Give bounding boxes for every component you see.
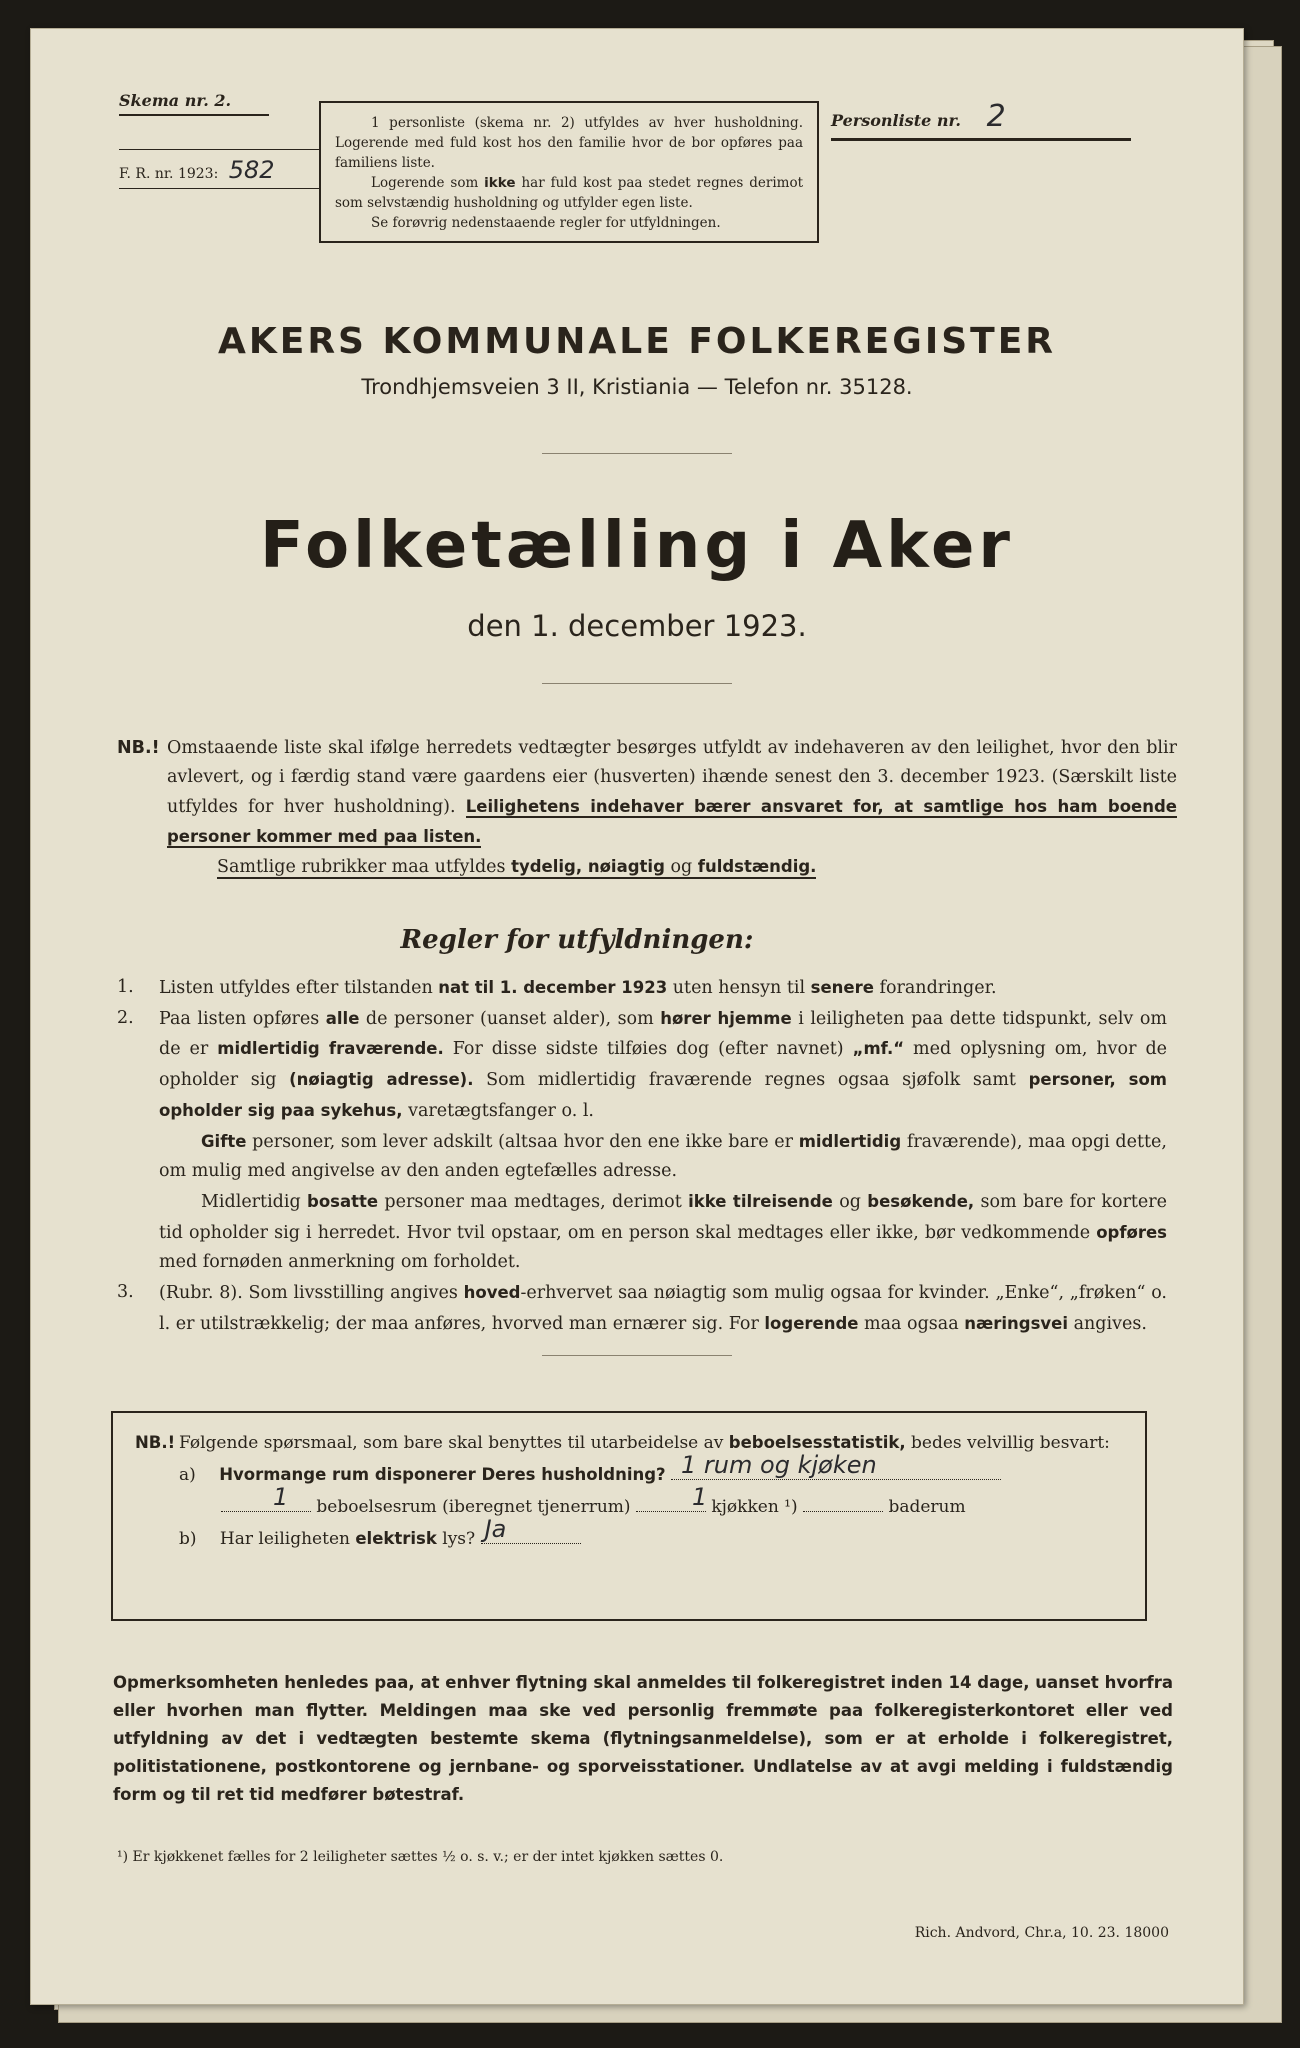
fr-number [119,156,349,184]
bath-label: baderum [888,1497,966,1517]
fill-instruction: Samtlige rubrikker maa utfyldes tydelig, nøiagtig og fuldstændig. [217,857,817,877]
info-paragraph: 1 personliste (skema nr. 2) utfyldes av hver husholdning. Logerende med fuld kost hos den familie hvor de bor opføres paa familiens liste. [335,115,803,171]
room-counts [135,1483,1123,1523]
org-title: AKERS KOMMUNALE FOLKEREGISTER [217,321,1057,362]
fr-value: 582 [228,156,275,184]
census-date: den 1. december 1923. [467,609,807,643]
info-paragraph: Logerende som ikke har fuld kost paa stedet regnes derimot som selvstændig husholdning og utfylder egen liste. [335,175,804,211]
divider [542,453,732,454]
footnote: ¹) Er kjøkkenet fælles for 2 leiligheter sættes ½ o. s. v.; er der intet kjøkken sættes 0. [117,1849,724,1865]
rooms-label: beboelsesrum (iberegnet tjenerrum) [316,1497,631,1517]
header-left [119,91,349,189]
kitchen-value: 1 [691,1483,708,1511]
electric-answer: Ja [484,1515,507,1543]
skema-number: Skema nr. 2. [119,91,269,116]
divider [542,1355,732,1356]
rooms-field[interactable] [221,1483,311,1512]
rule-paragraph: Midlertidig bosatte personer maa medtages, derimot ikke tilreisende og besøkende, som bare for kortere tid opholder sig i herredet. Hvor tvil opstaar, om en person skal medtages eller ikke, bør vedkommende opføres med fornøden anmerkning om forholdet. [159,1191,1167,1273]
handwritten-answer: 1 rum og kjøken [681,1451,877,1479]
info-paragraph: Se forøvrig nedenstaaende regler for utfyldningen. [371,215,721,231]
responsibility-note: Leilighetens indehaver bærer ansvaret for, at samtlige hos ham boende personer kommer med paa listen. [167,797,1177,846]
bath-field[interactable] [803,1491,883,1512]
housing-intro: NB.! Følgende spørsmaal, som bare skal benyttes til utarbeidelse av beboelsesstatistik, bedes velvillig besvart: [135,1433,1110,1453]
rooms-value: 1 [273,1483,289,1511]
personliste-label: Personliste nr. [831,111,961,130]
housing-questions-box [111,1411,1147,1621]
nb-text: Omstaaende liste skal ifølge herredets vedtægter besørges utfyldt av indehaveren av den leilighet, hvor den blir avlevert, og i færdig stand være gaardens eier (husverten) ihænde senest den 3. december 1923. (Særskilt liste utfyldes for hver husholdning). Leilighetens indehaver bærer ansvaret for, at samtlige hos ham boende personer kommer med paa listen. Samtlige rubrikker maa utfyldes tydelig, nøiagtig og fuldstændig. [167,738,1177,877]
rules-list [117,973,1167,1339]
census-form-page [30,28,1244,2005]
org-address: Trondhjemsveien 3 II, Kristiania — Telefon nr. 35128. [361,375,913,399]
rule-item: 3. (Rubr. 8). Som livsstilling angives hoved-erhvervet saa nøiagtig som mulig ogsaa for kvinder. „Enke“, „frøken“ o. l. er utilstrækkelig; der maa anføres, hvorved man ernærer sig. For logerende maa ogsaa næringsvei angives. [117,1282,1167,1334]
rule-paragraph: Gifte personer, som lever adskilt (altsaa hvor den ene ikke bare er midlertidig fraværende), maa opgi dette, om mulig med angivelse av den anden egtefælles adresse. [159,1131,1167,1182]
kitchen-label: kjøkken ¹) [711,1497,798,1517]
answer-field[interactable] [671,1451,1001,1480]
divider [119,148,319,150]
instructions-box [319,101,819,243]
kitchen-field[interactable] [636,1483,708,1512]
rule-item: 1. Listen utfyldes efter tilstanden nat til 1. december 1923 uten hensyn til senere forandringer. [117,977,997,998]
nb-notice [117,734,1177,882]
question-b: b) Har leiligheten elektrisk lys? Ja [135,1523,1123,1555]
moving-notice: Opmerksomheten henledes paa, at enhver flytning skal anmeldes til folkeregistret inden 14 dage, uanset hvorfra eller hvorhen man flytter. Meldingen maa ske ved personlig fremmøte paa folkeregisterkontoret eller ved utfyldning av det i vedtægten bestemte skema (flytningsanmeldelse), som er at erholde i folkeregistret, politistationene, postkontorene og jernbane- og sporveisstationer. Undlatelse av at avgi melding i fuldstændig form og til ret tid medfører bøtestraf. [113,1673,1173,1804]
personliste-number [831,99,1131,141]
personliste-value: 2 [986,99,1006,134]
rules-heading: Regler for utfyldningen: [400,925,754,955]
question-a: a) Hvormange rum disponerer Deres husholdning? 1 rum og kjøken [135,1459,1123,1491]
printer-imprint: Rich. Andvord, Chr.a, 10. 23. 18000 [914,1925,1169,1941]
fr-label: F. R. nr. 1923: [119,166,219,182]
nb-label: NB.! [117,738,160,758]
divider [119,188,319,189]
main-title: Folketælling i Aker [260,509,1014,583]
electric-field[interactable] [481,1515,581,1544]
divider [542,683,732,684]
rule-item: 2. Paa listen opføres alle de personer (uanset alder), som hører hjemme i leiligheten paa dette tidspunkt, selv om de er midlertidig fraværende. For disse sidste tilføies dog (efter navnet) „mf.“ med oplysning om, hvor de opholder sig (nøiagtig adresse). Som midlertidig fraværende regnes ogsaa sjøfolk samt personer, som opholder sig paa sykehus, varetægtsfanger o. l. Gifte personer, som lever adskilt (altsaa hvor den ene ikke bare er midlertidig fraværende), maa opgi dette, om mulig med angivelse av den anden egtefælles adresse. Midlertidig bosatte personer maa medtages, derimot ikke tilreisende og besøkende, som bare for kortere tid opholder sig i herredet. Hvor tvil opstaar, om en person skal medtages eller ikke, bør vedkommende opføres med fornøden anmerkning om forholdet. [117,1004,1167,1278]
